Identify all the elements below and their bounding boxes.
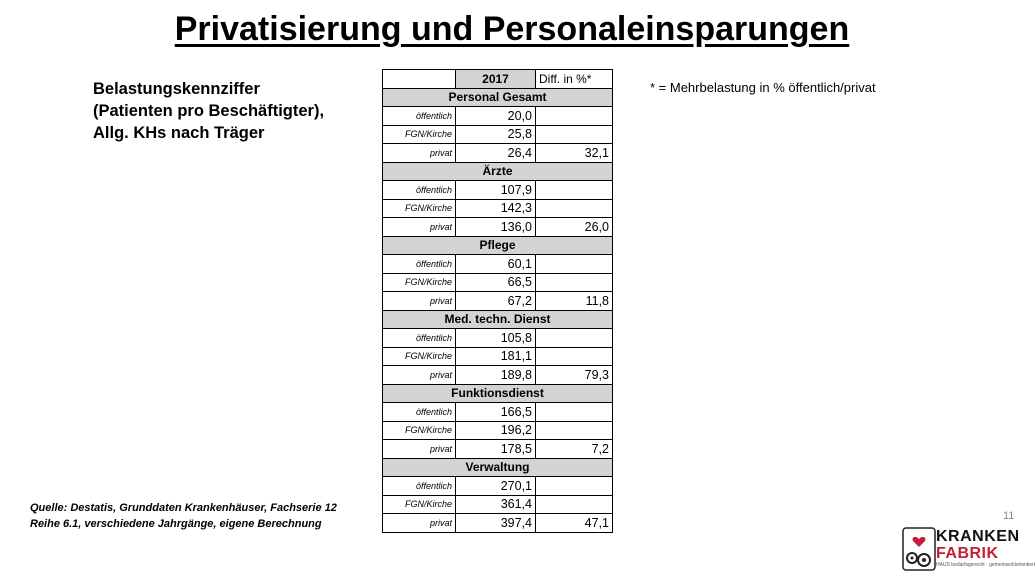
section-row xyxy=(383,310,613,329)
krankenhausfabrik-logo xyxy=(902,527,1035,571)
owner-type-cell: privat xyxy=(383,366,456,385)
table-subtitle xyxy=(93,78,343,144)
owner-type-cell: privat xyxy=(383,144,456,163)
owner-type-cell: FGN/Kirche xyxy=(383,347,456,366)
owner-type-cell: öffentlich xyxy=(383,181,456,200)
section-title: Funktionsdienst xyxy=(383,384,613,403)
owner-type-cell: FGN/Kirche xyxy=(383,273,456,292)
table-row xyxy=(383,366,613,385)
source-line: Reihe 6.1, verschiedene Jahrgänge, eigene Berechnung xyxy=(30,518,322,530)
section-title: Ärzte xyxy=(383,162,613,181)
table-row xyxy=(383,218,613,237)
section-row xyxy=(383,458,613,477)
table-row xyxy=(383,514,613,533)
subtitle-line: Belastungskennziffer xyxy=(93,80,260,98)
section-row xyxy=(383,162,613,181)
owner-type-cell: FGN/Kirche xyxy=(383,495,456,514)
value-cell: 196,2 xyxy=(456,421,536,440)
header-year: 2017 xyxy=(456,70,536,89)
diff-cell: 79,3 xyxy=(536,366,613,385)
value-cell: 66,5 xyxy=(456,273,536,292)
table-row xyxy=(383,144,613,163)
diff-cell xyxy=(536,255,613,274)
logo-tagline xyxy=(936,562,1035,568)
owner-type-cell: öffentlich xyxy=(383,255,456,274)
owner-type-cell: privat xyxy=(383,514,456,533)
header-diff: Diff. in %* xyxy=(536,70,613,89)
diff-cell xyxy=(536,329,613,348)
diff-cell: 47,1 xyxy=(536,514,613,533)
diff-cell xyxy=(536,125,613,144)
value-cell: 166,5 xyxy=(456,403,536,422)
table-row xyxy=(383,107,613,126)
diff-cell xyxy=(536,421,613,440)
table-row xyxy=(383,181,613,200)
diff-cell xyxy=(536,495,613,514)
diff-cell: 11,8 xyxy=(536,292,613,311)
page-number: 11 xyxy=(1003,510,1015,522)
value-cell: 25,8 xyxy=(456,125,536,144)
value-cell: 178,5 xyxy=(456,440,536,459)
value-cell: 26,4 xyxy=(456,144,536,163)
logo-text-fabrik: FABRIK xyxy=(936,545,999,562)
value-cell: 270,1 xyxy=(456,477,536,496)
table-row xyxy=(383,477,613,496)
owner-type-cell: öffentlich xyxy=(383,477,456,496)
value-cell: 142,3 xyxy=(456,199,536,218)
diff-cell xyxy=(536,199,613,218)
diff-cell xyxy=(536,477,613,496)
diff-cell xyxy=(536,107,613,126)
diff-cell: 26,0 xyxy=(536,218,613,237)
page-title: Privatisierung und Personaleinsparungen xyxy=(174,10,850,48)
table-row xyxy=(383,329,613,348)
value-cell: 67,2 xyxy=(456,292,536,311)
value-cell: 105,8 xyxy=(456,329,536,348)
owner-type-cell: privat xyxy=(383,440,456,459)
value-cell: 107,9 xyxy=(456,181,536,200)
value-cell: 189,8 xyxy=(456,366,536,385)
diff-cell xyxy=(536,273,613,292)
owner-type-cell: FGN/Kirche xyxy=(383,421,456,440)
logo-tagline-text: bedarfsgerecht · gemeinwohlorientiert xyxy=(951,562,1035,568)
table-row xyxy=(383,273,613,292)
table-row xyxy=(383,292,613,311)
footnote-legend: * = Mehrbelastung in % öffentlich/privat xyxy=(650,80,876,95)
table-row xyxy=(383,440,613,459)
section-row xyxy=(383,384,613,403)
diff-cell: 7,2 xyxy=(536,440,613,459)
owner-type-cell: öffentlich xyxy=(383,107,456,126)
data-table xyxy=(382,69,613,533)
table-row xyxy=(383,421,613,440)
diff-cell xyxy=(536,347,613,366)
owner-type-cell: FGN/Kirche xyxy=(383,199,456,218)
owner-type-cell: öffentlich xyxy=(383,403,456,422)
section-row xyxy=(383,88,613,107)
table-row xyxy=(383,125,613,144)
value-cell: 136,0 xyxy=(456,218,536,237)
table-row xyxy=(383,255,613,274)
diff-cell: 32,1 xyxy=(536,144,613,163)
value-cell: 181,1 xyxy=(456,347,536,366)
table-row xyxy=(383,403,613,422)
table-header-row xyxy=(383,70,613,89)
logo-text-kranken: KRANKEN xyxy=(936,528,1020,545)
section-title: Med. techn. Dienst xyxy=(383,310,613,329)
source-line: Quelle: Destatis, Grunddaten Krankenhäuser, Fachserie 12 xyxy=(30,502,337,514)
value-cell: 361,4 xyxy=(456,495,536,514)
owner-type-cell: privat xyxy=(383,218,456,237)
header-empty-cell xyxy=(383,70,456,89)
section-row xyxy=(383,236,613,255)
owner-type-cell: privat xyxy=(383,292,456,311)
source-note xyxy=(30,500,337,532)
value-cell: 60,1 xyxy=(456,255,536,274)
table-row xyxy=(383,495,613,514)
section-title: Personal Gesamt xyxy=(383,88,613,107)
logo-small-word: HAUS xyxy=(936,562,950,568)
section-title: Verwaltung xyxy=(383,458,613,477)
diff-cell xyxy=(536,403,613,422)
value-cell: 20,0 xyxy=(456,107,536,126)
section-title: Pflege xyxy=(383,236,613,255)
table-row xyxy=(383,347,613,366)
table-row xyxy=(383,199,613,218)
subtitle-line: Allg. KHs nach Träger xyxy=(93,124,265,142)
owner-type-cell: FGN/Kirche xyxy=(383,125,456,144)
subtitle-line: (Patienten pro Beschäftigter), xyxy=(93,102,325,120)
diff-cell xyxy=(536,181,613,200)
value-cell: 397,4 xyxy=(456,514,536,533)
logo-mark-icon xyxy=(902,527,936,571)
owner-type-cell: öffentlich xyxy=(383,329,456,348)
